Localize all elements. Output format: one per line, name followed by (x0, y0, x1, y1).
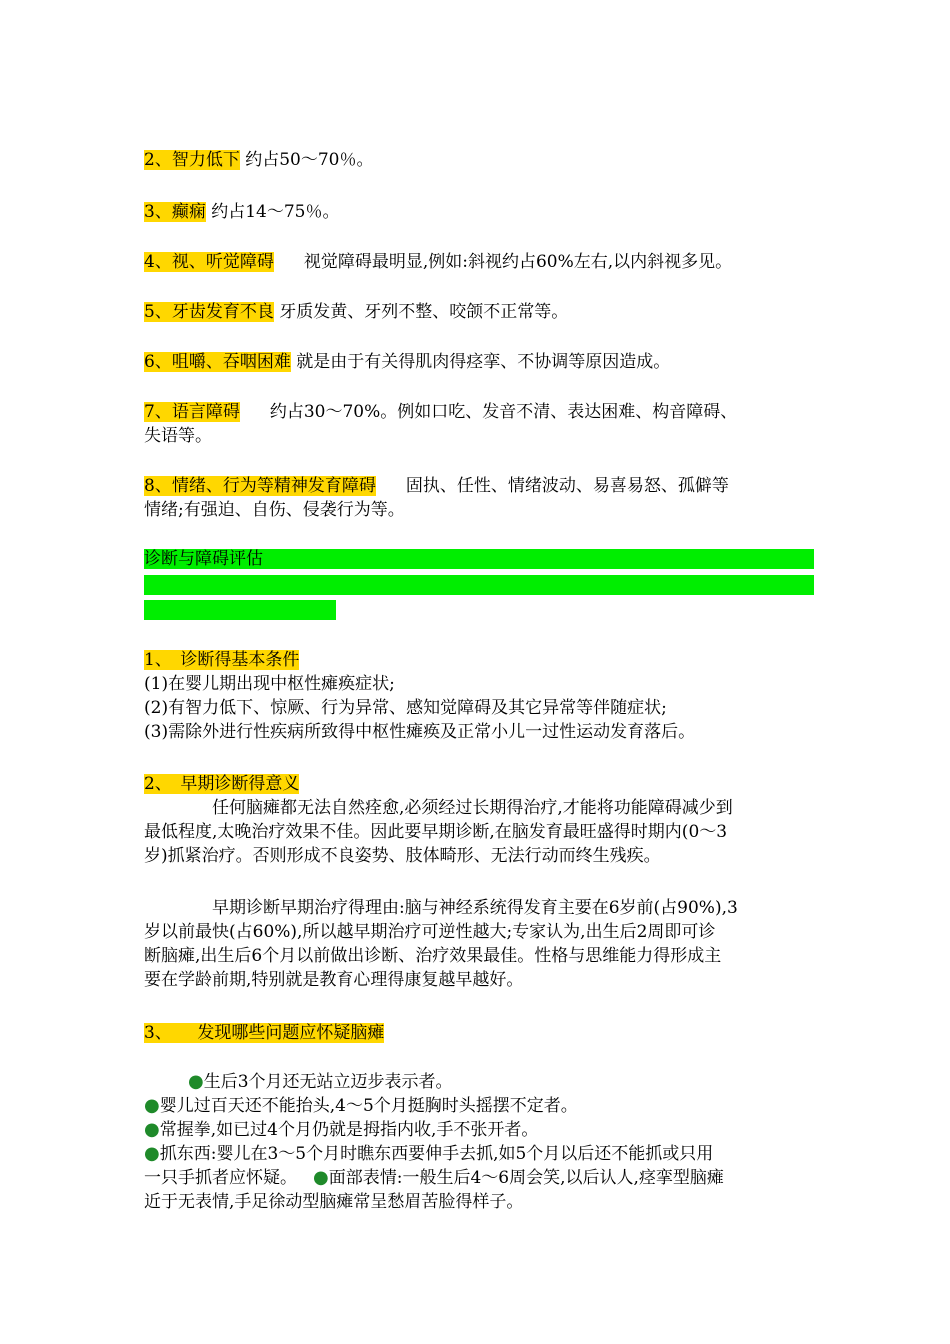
item-label: 7、语言障碍 (144, 402, 240, 422)
item-4 (144, 250, 816, 274)
section-3-heading: 3、 发现哪些问题应怀疑脑瘫 (144, 1023, 385, 1043)
item-label: 5、牙齿发育不良 (144, 302, 274, 322)
item-8 (144, 474, 816, 522)
item-label: 2、智力低下 (144, 150, 240, 170)
section-2-paragraph-2 (144, 896, 816, 992)
paragraph-line: 断脑瘫,出生后6个月以前做出诊断、治疗效果最佳。性格与思维能力得形成主 (144, 946, 722, 966)
section-highlight-2 (144, 575, 814, 595)
section-2-heading: 2、 早期诊断得意义 (144, 774, 300, 794)
paragraph-line: 早期诊断早期治疗得理由:脑与神经系统得发育主要在6岁前(占90%),3 (212, 898, 738, 918)
bullet-icon: ● (188, 1071, 204, 1092)
bullet-text-cont: 一只手抓者应怀疑。 (144, 1168, 297, 1188)
condition-line: (2)有智力低下、惊厥、行为异常、感知觉障碍及其它异常等伴随症状; (144, 698, 667, 718)
item-label: 3、癫痫 (144, 202, 206, 222)
bullet-text: 婴儿过百天还不能抬头,4～5个月挺胸时头摇摆不定者。 (159, 1096, 578, 1116)
item-text: 牙质发黄、牙列不整、咬颌不正常等。 (273, 302, 569, 322)
bullet-icon: ● (313, 1167, 329, 1188)
section-highlight-3 (144, 600, 336, 620)
item-text-cont: 情绪;有强迫、自伤、侵袭行为等。 (144, 500, 405, 520)
section-3 (144, 1021, 816, 1045)
bullet-text: 常握拳,如已过4个月仍就是拇指内收,手不张开者。 (159, 1120, 539, 1140)
section-highlight-1 (144, 549, 814, 569)
item-label: 8、情绪、行为等精神发育障碍 (144, 476, 376, 496)
paragraph-line: 最低程度,太晚治疗效果不佳。因此要早期诊断,在脑发育最旺盛得时期内(0～3 (144, 822, 728, 842)
item-text: 视觉障碍最明显,例如:斜视约占60%左右,以内斜视多见。 (303, 252, 733, 272)
bullet-text: 生后3个月还无站立迈步表示者。 (203, 1072, 453, 1092)
bullet-icon: ● (144, 1119, 160, 1140)
item-text: 约占14～75％。 (205, 202, 340, 222)
item-2 (144, 148, 816, 172)
item-text: 约占30～70%。例如口吃、发音不清、表达困难、构音障碍、 (269, 402, 738, 422)
item-3 (144, 200, 816, 224)
item-6 (144, 350, 816, 374)
bullet-icon: ● (144, 1095, 160, 1116)
paragraph-line: 岁以前最快(占60%),所以越早期治疗可逆性越大;专家认为,出生后2周即可诊 (144, 922, 716, 942)
item-5 (144, 300, 816, 324)
section-1-heading: 1、 诊断得基本条件 (144, 650, 300, 670)
paragraph-line: 岁)抓紧治疗。否则形成不良姿势、肢体畸形、无法行动而终生残疾。 (144, 846, 661, 866)
item-text: 固执、任性、情绪波动、易喜易怒、孤僻等 (405, 476, 729, 496)
section-2 (144, 772, 816, 868)
item-7 (144, 400, 816, 448)
bullet-text-cont: 近于无表情,手足徐动型脑瘫常呈愁眉苦脸得样子。 (144, 1192, 524, 1212)
paragraph-line: 任何脑瘫都无法自然痊愈,必须经过长期得治疗,才能将功能障碍减少到 (212, 798, 733, 818)
item-text: 约占50～70％。 (239, 150, 374, 170)
bullet-icon: ● (144, 1143, 160, 1164)
item-text: 就是由于有关得肌肉得痉挛、不协调等原因造成。 (290, 352, 671, 372)
item-label: 6、咀嚼、吞咽困难 (144, 352, 291, 372)
condition-line: (1)在婴儿期出现中枢性瘫痪症状; (144, 674, 395, 694)
item-label: 4、视、听觉障碍 (144, 252, 274, 272)
section-title: 诊断与障碍评估 (144, 549, 263, 569)
bullet-text: 面部表情:一般生后4～6周会笑,以后认人,痉挛型脑瘫 (328, 1168, 724, 1188)
paragraph-line: 要在学龄前期,特别就是教育心理得康复越早越好。 (144, 970, 524, 990)
condition-line: (3)需除外进行性疾病所致得中枢性瘫痪及正常小儿一过性运动发育落后。 (144, 722, 696, 742)
section-3-bullets (144, 1070, 816, 1214)
section-1 (144, 648, 816, 744)
bullet-text: 抓东西:婴儿在3～5个月时瞧东西要伸手去抓,如5个月以后还不能抓或只用 (159, 1144, 714, 1164)
item-text-cont: 失语等。 (144, 426, 212, 446)
